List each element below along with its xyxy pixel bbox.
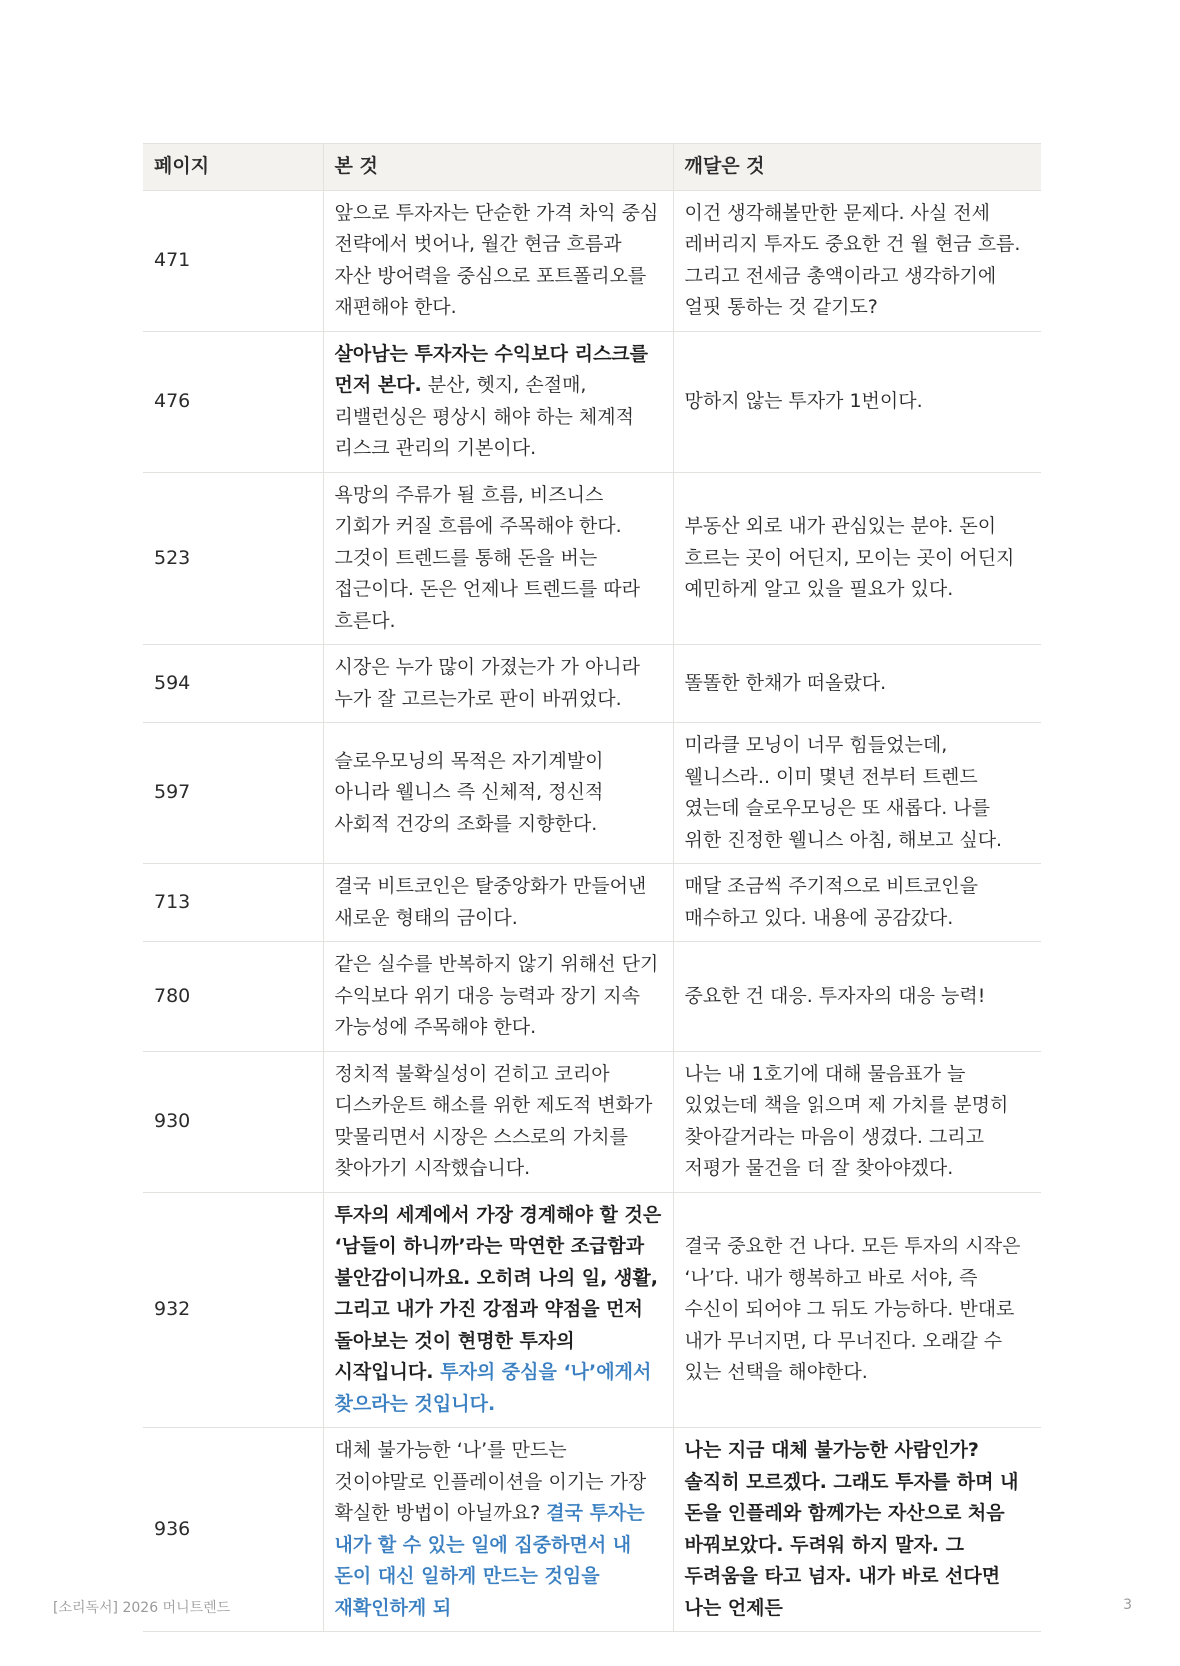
text-segment: 결국 투자는 내가 할 수 있는 일에 집중하면서 내 돈이 대신 일하게 만드는 것임을 재확인하게 되: [334, 1502, 645, 1619]
table-row: [143, 190, 1041, 331]
cell-learned: [673, 645, 1041, 723]
table-row: [143, 723, 1041, 864]
text-segment: 결국 비트코인은 탈중앙화가 만들어낸 새로운 형태의 금이다.: [334, 875, 647, 929]
cell-seen: [323, 1192, 673, 1428]
table-row: [143, 942, 1041, 1052]
cell-seen: [323, 645, 673, 723]
footer-title: [소리독서] 2026 머니트렌드: [53, 1600, 231, 1616]
text-segment: 나는 지금 대체 불가능한 사람인가? 솔직히 모르겠다. 그래도 투자를 하며 내 돈을 인플레와 함께가는 자산으로 처음 바꿔보았다. 두려워 하지 말자. 그 두려움을 타고 넘자. 내가 바로 선다면 나는 언제든: [684, 1439, 1019, 1619]
notes-table-container: [143, 143, 1041, 1619]
cell-page: 930: [143, 1051, 323, 1192]
cell-learned: [673, 1051, 1041, 1192]
cell-page: 780: [143, 942, 323, 1052]
text-segment: 미라클 모닝이 너무 힘들었는데, 웰니스라.. 이미 몇년 전부터 트렌드 였는데 슬로우모닝은 또 새롭다. 나를 위한 진정한 웰니스 아침, 해보고 싶다.: [684, 734, 1003, 851]
cell-learned: [673, 1192, 1041, 1428]
cell-learned: [673, 190, 1041, 331]
cell-learned: [673, 1428, 1041, 1632]
cell-page: 476: [143, 331, 323, 472]
text-segment: 대체 불가능한 ‘나’를 만드는 것이야말로 인플레이션을 이기는 가장 확실한 방법이 아닐까요?: [334, 1439, 647, 1524]
table-row: [143, 1192, 1041, 1428]
cell-seen: [323, 1428, 673, 1632]
text-segment: 앞으로 투자자는 단순한 가격 차익 중심 전략에서 벗어나, 월간 현금 흐름과 자산 방어력을 중심으로 포트폴리오를 재편해야 한다.: [334, 201, 659, 318]
table-row: [143, 331, 1041, 472]
text-segment: 투자의 세계에서 가장 경계해야 할 것은 ‘남들이 하니까’라는 막연한 조급함과 불안감이니까요. 오히려 나의 일, 생활, 그리고 내가 가진 강점과 약점을 먼저 돌아보는 것이 현명한 투자의 시작입니다.: [334, 1203, 662, 1383]
text-segment: 같은 실수를 반복하지 않기 위해선 단기 수익보다 위기 대응 능력과 장기 지속 가능성에 주목해야 한다.: [334, 953, 659, 1038]
cell-page: 936: [143, 1428, 323, 1632]
cell-seen: [323, 331, 673, 472]
text-segment: 이건 생각해볼만한 문제다. 사실 전세 레버리지 투자도 중요한 건 월 현금 흐름. 그리고 전세금 총액이라고 생각하기에 얼핏 통하는 것 같기도?: [684, 201, 1021, 318]
header-page: 페이지: [143, 144, 323, 191]
text-segment: 망하지 않는 투자가 1번이다.: [684, 389, 923, 412]
cell-page: 597: [143, 723, 323, 864]
text-segment: 투자의 중심을 ‘나’에게서 찾으라는 것입니다.: [334, 1361, 652, 1415]
cell-learned: [673, 864, 1041, 942]
table-row: [143, 472, 1041, 645]
text-segment: 부동산 외로 내가 관심있는 분야. 돈이 흐르는 곳이 어딘지, 모이는 곳이 어딘지 예민하게 알고 있을 필요가 있다.: [684, 515, 1015, 600]
cell-learned: [673, 331, 1041, 472]
header-learned: 깨달은 것: [673, 144, 1041, 191]
text-segment: 살아남는 투자자는 수익보다 리스크를 먼저 본다.: [334, 342, 649, 396]
page-number: 3: [1123, 1597, 1132, 1613]
text-segment: 정치적 불확실성이 걷히고 코리아 디스카운트 해소를 위한 제도적 변화가 맞물리면서 시장은 스스로의 가치를 찾아가기 시작했습니다.: [334, 1062, 653, 1179]
cell-seen: [323, 942, 673, 1052]
text-segment: 나는 내 1호기에 대해 물음표가 늘 있었는데 책을 읽으며 제 가치를 분명히 찾아갈거라는 마음이 생겼다. 그리고 저평가 물건을 더 잘 찾아야겠다.: [684, 1062, 1009, 1179]
cell-page: 471: [143, 190, 323, 331]
cell-seen: [323, 1051, 673, 1192]
cell-seen: [323, 723, 673, 864]
cell-seen: [323, 190, 673, 331]
text-segment: 중요한 건 대응. 투자자의 대응 능력!: [684, 984, 986, 1007]
text-segment: 매달 조금씩 주기적으로 비트코인을 매수하고 있다. 내용에 공감갔다.: [684, 875, 978, 929]
table-row: [143, 864, 1041, 942]
reading-notes-table: [143, 143, 1041, 1632]
cell-page: 932: [143, 1192, 323, 1428]
text-segment: 욕망의 주류가 될 흐름, 비즈니스 기회가 커질 흐름에 주목해야 한다. 그것이 트렌드를 통해 돈을 버는 접근이다. 돈은 언제나 트렌드를 따라 흐른다.: [334, 483, 641, 632]
cell-page: 713: [143, 864, 323, 942]
header-seen: 본 것: [323, 144, 673, 191]
table-row: [143, 1428, 1041, 1632]
text-segment: 결국 중요한 건 나다. 모든 투자의 시작은 ‘나’다. 내가 행복하고 바로 서야, 즉 수신이 되어야 그 뒤도 가능하다. 반대로 내가 무너지면, 다 무너진다. 오래갈 수 있는 선택을 해야한다.: [684, 1235, 1021, 1383]
table-body: [143, 190, 1041, 1632]
table-row: [143, 1051, 1041, 1192]
table-row: [143, 645, 1041, 723]
text-segment: 분산, 헷지, 손절매, 리밸런싱은 평상시 해야 하는 체계적 리스크 관리의 기본이다.: [334, 374, 634, 459]
text-segment: 슬로우모닝의 목적은 자기계발이 아니라 웰니스 즉 신체적, 정신적 사회적 건강의 조화를 지향한다.: [334, 749, 604, 835]
cell-learned: [673, 472, 1041, 645]
cell-learned: [673, 723, 1041, 864]
cell-learned: [673, 942, 1041, 1052]
text-segment: 똘똘한 한채가 떠올랐다.: [684, 671, 887, 694]
cell-seen: [323, 472, 673, 645]
cell-seen: [323, 864, 673, 942]
text-segment: 시장은 누가 많이 가졌는가 가 아니라 누가 잘 고르는가로 판이 바뀌었다.: [334, 656, 641, 710]
cell-page: 523: [143, 472, 323, 645]
cell-page: 594: [143, 645, 323, 723]
table-header-row: [143, 144, 1041, 191]
